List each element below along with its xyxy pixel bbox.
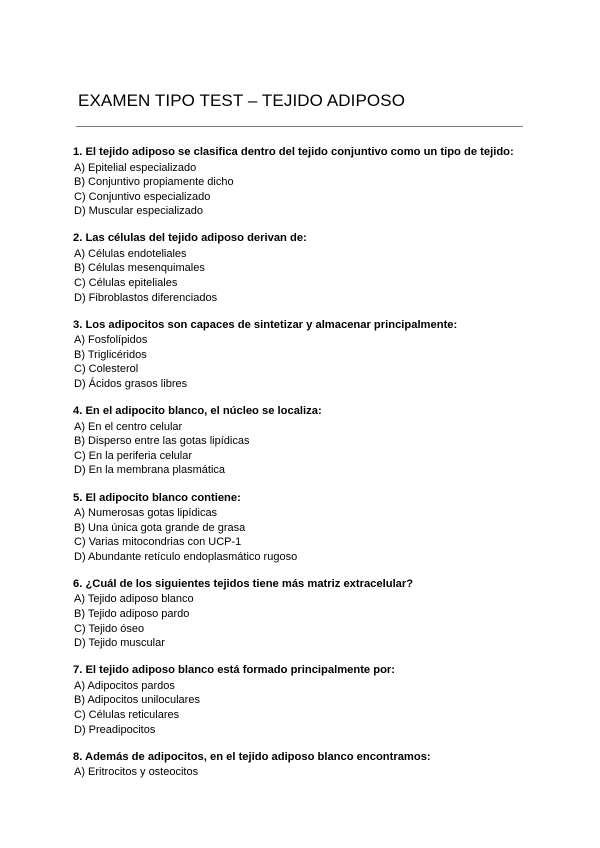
answer-option: D) En la membrana plasmática <box>74 464 226 477</box>
answer-option: B) Adipocitos uniloculares <box>74 694 200 707</box>
question-text: 1. El tejido adiposo se clasifica dentro del tejido conjuntivo como un tipo de tejido: <box>73 146 514 158</box>
answer-option: C) Células epiteliales <box>74 277 178 290</box>
question-text: 7. El tejido adiposo blanco está formado principalmente por: <box>73 664 396 677</box>
question-block <box>73 318 543 392</box>
document-title: EXAMEN TIPO TEST – TEJIDO ADIPOSO <box>78 91 406 110</box>
answer-option: C) Colesterol <box>74 363 139 376</box>
answer-option: A) Adipocitos pardos <box>74 679 175 692</box>
question-text: 2. Las células del tejido adiposo derivan de: <box>73 232 307 245</box>
answer-option: A) En el centro celular <box>74 420 183 433</box>
question-block <box>73 231 543 305</box>
answer-option: A) Células endoteliales <box>74 247 187 260</box>
answer-option: B) Disperso entre las gotas lipídicas <box>74 435 250 448</box>
answer-option: B) Una única gota grande de grasa <box>74 521 246 534</box>
answer-option: A) Fosfolípidos <box>74 334 148 347</box>
question-block <box>73 577 543 651</box>
answer-option: C) Conjuntivo especializado <box>74 190 211 203</box>
question-text: 3. Los adipocitos son capaces de sintetizar y almacenar principalmente: <box>73 318 458 331</box>
question-text: 6. ¿Cuál de los siguientes tejidos tiene más matriz extracelular? <box>73 577 414 590</box>
answer-option: C) En la periferia celular <box>74 449 192 462</box>
answer-option: D) Tejido muscular <box>74 637 165 650</box>
answer-option: B) Tejido adiposo pardo <box>74 607 190 620</box>
answer-option: D) Preadipocitos <box>74 723 156 736</box>
question-block <box>73 750 543 780</box>
answer-option: D) Muscular especializado <box>74 205 203 218</box>
answer-option: D) Abundante retículo endoplasmático rugoso <box>74 550 298 563</box>
answer-option: A) Tejido adiposo blanco <box>74 593 194 606</box>
answer-option: D) Fibroblastos diferenciados <box>74 291 218 304</box>
answer-option: B) Triglicéridos <box>74 348 147 361</box>
answer-option: A) Numerosas gotas lipídicas <box>74 507 218 519</box>
question-text: 4. En el adipocito blanco, el núcleo se localiza: <box>73 405 322 418</box>
answer-option: A) Epitelial especializado <box>74 161 197 174</box>
answer-option: D) Ácidos grasos libres <box>74 378 188 391</box>
answer-option: A) Eritrocitos y osteocitos <box>74 766 199 779</box>
question-block <box>73 491 543 565</box>
question-list <box>73 145 543 792</box>
question-text: 5. El adipocito blanco contiene: <box>73 491 241 504</box>
question-block <box>73 404 543 478</box>
answer-option: B) Células mesenquimales <box>74 262 205 275</box>
answer-option: C) Tejido óseo <box>74 622 145 635</box>
answer-option: C) Células reticulares <box>74 708 180 721</box>
answer-option: B) Conjuntivo propiamente dicho <box>74 176 234 189</box>
title-divider <box>76 126 523 127</box>
answer-option: C) Varias mitocondrias con UCP-1 <box>74 536 242 549</box>
question-block <box>73 145 543 219</box>
question-block <box>73 663 543 737</box>
question-text: 8. Además de adipocitos, en el tejido adiposo blanco encontramos: <box>73 750 431 763</box>
